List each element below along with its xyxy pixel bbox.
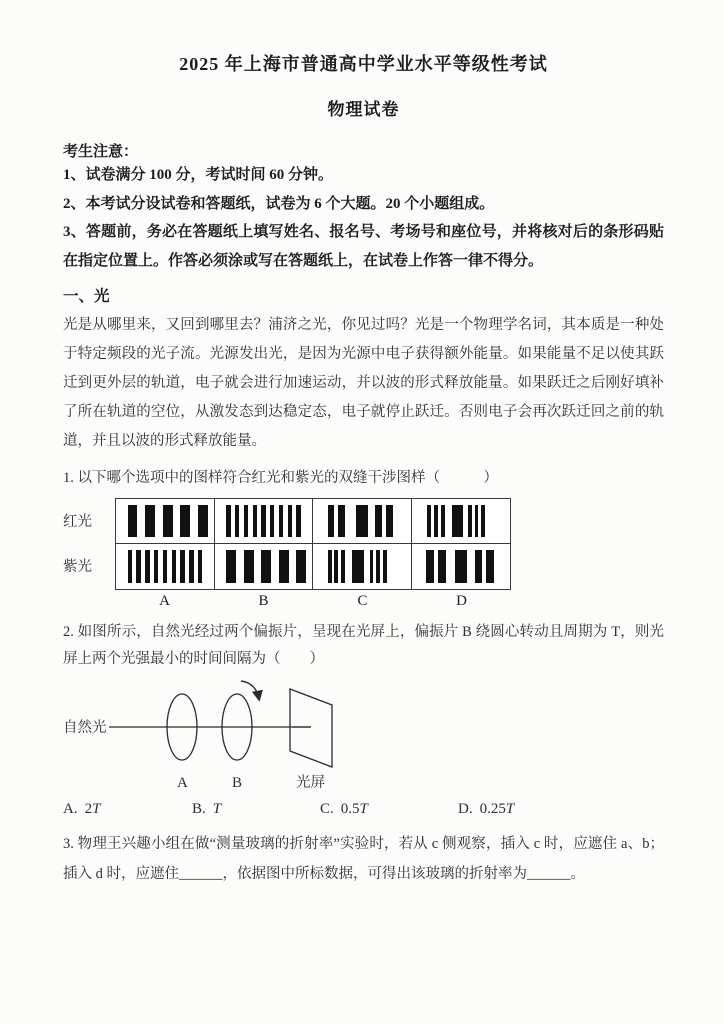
screen-shape <box>290 689 332 767</box>
column-labels <box>115 593 511 610</box>
polarizer-diagram <box>63 677 664 795</box>
pattern-cell-red-B <box>215 499 314 544</box>
question-3-text: 3. 物理王兴趣小组在做“测量玻璃的折射率”实验时，若从 c 侧观察，插入 c 时，应遮住 a、b；插入 d 时，应遮住______，依据图中所标数据，可得出该玻璃的折射率为______。 <box>63 836 664 882</box>
column-label-a: A <box>159 593 170 609</box>
section-heading: 一、光 <box>63 288 110 305</box>
section-intro: 光是从哪里来，又回到哪里去？浦济之光，你见过吗？光是一个物理学名词，其本质是一种处于特定频段的光子流。光源发出光，是因为光源中电子获得额外能量。如果能量不足以使其跃迁到更外层的轨道，电子就会进行加速运动，并以波的形式释放能量。如果跃迁之后刚好填补了所在轨道的空位，从激发态到达稳定态，电子就停止跃迁。否则电子会再次跃迁回之前的轨道，并且以波的形式释放能量。 <box>63 317 664 449</box>
notice-item-3: 3、答题前，务必在答题纸上填写姓名、报名号、考场号和座位号，并将核对后的条形码贴在指定位置上。作答必须涂或写在答题纸上，在试卷上作答一律不得分。 <box>63 224 664 269</box>
natural-light-label: 自然光 <box>63 720 107 736</box>
polarizer-diagram-svg <box>63 677 523 795</box>
option-c: C. 0.5T <box>320 801 368 817</box>
pattern-cell-purple-C <box>313 544 412 589</box>
exam-title: 2025 年上海市普通高中学业水平等级性考试 <box>179 54 548 74</box>
row-label-red-light: 红光 <box>63 514 92 530</box>
exam-subtitle: 物理试卷 <box>327 100 400 119</box>
notice-item-1: 1、试卷满分 100 分，考试时间 60 分钟。 <box>63 167 334 183</box>
pattern-cell-purple-B <box>215 544 314 589</box>
polarizer-b-label: B <box>232 775 243 791</box>
pattern-cell-purple-A <box>116 544 215 589</box>
pattern-cell-red-C <box>313 499 412 544</box>
option-a: A. 2T <box>63 801 101 817</box>
row-label-purple-light: 紫光 <box>63 559 92 575</box>
interference-figure <box>63 498 664 610</box>
column-label-d: D <box>456 593 467 609</box>
column-label-c: C <box>357 593 368 609</box>
notice-item-2: 2、本考试分设试卷和答题纸，试卷为 6 个大题。20 个小题组成。 <box>63 195 495 212</box>
option-b: B. T <box>192 801 222 817</box>
screen-label: 光屏 <box>296 775 325 791</box>
pattern-cell-purple-D <box>412 544 511 589</box>
polarizer-a-label: A <box>177 775 188 791</box>
pattern-cell-red-A <box>116 499 215 544</box>
notice-heading: 考生注意： <box>63 144 139 160</box>
pattern-cell-red-D <box>412 499 511 544</box>
question-2-options <box>63 801 664 818</box>
question-2-text: 2. 如图所示，自然光经过两个偏振片，呈现在光屏上，偏振片 B 绕圆心转动且周期为 T，则光屏上两个光强最小的时间间隔为（ ） <box>63 624 664 667</box>
interference-pattern-table <box>115 498 511 590</box>
option-d: D. 0.25T <box>458 801 515 817</box>
question-1-text: 1. 以下哪个选项中的图样符合红光和紫光的双缝干涉图样（ ） <box>63 470 498 486</box>
rotation-arrow-icon <box>241 681 259 699</box>
column-label-b: B <box>258 593 269 609</box>
